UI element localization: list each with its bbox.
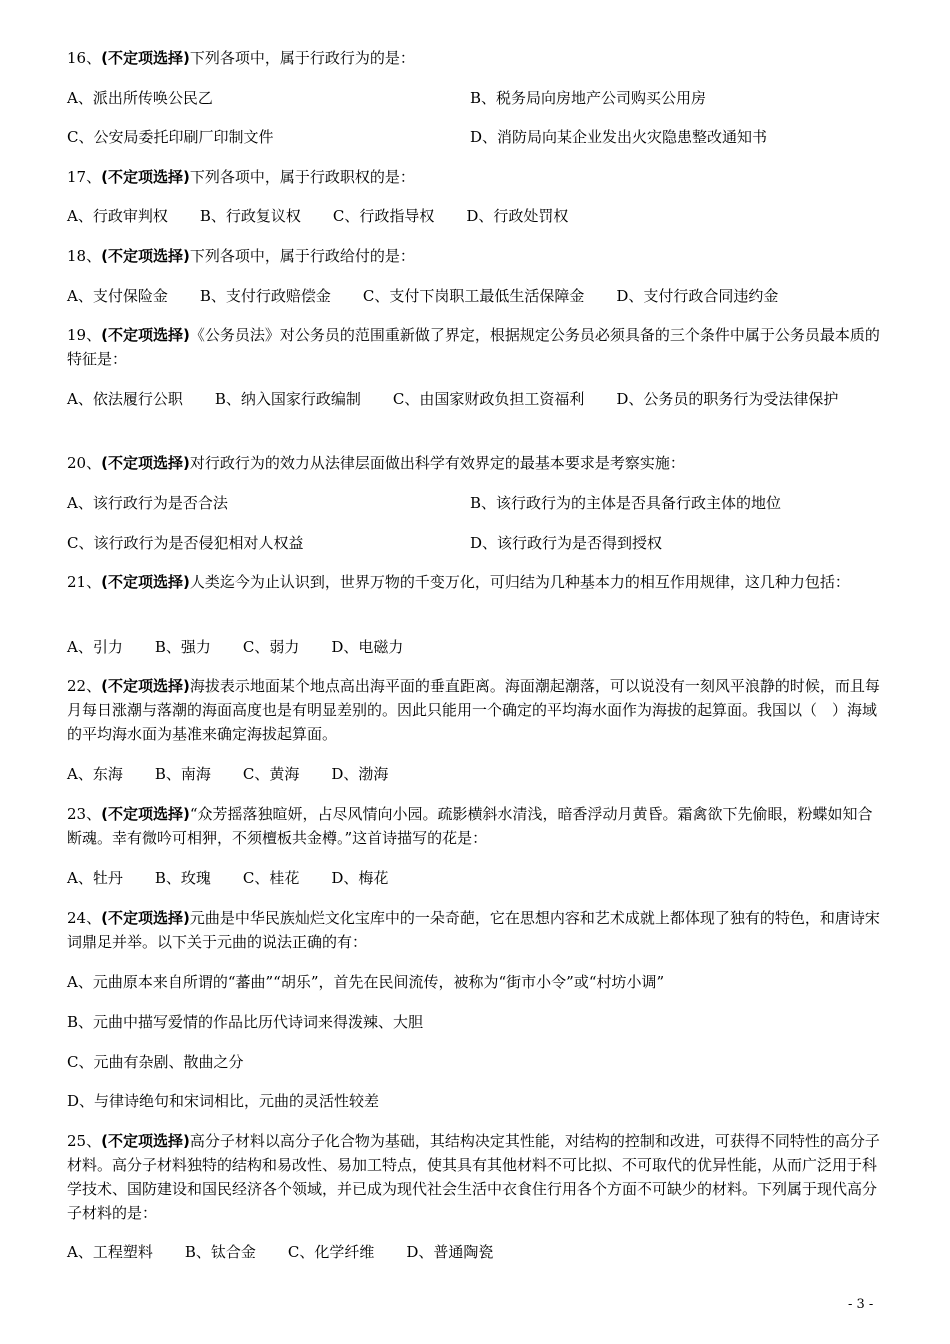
option-16-c: C、公安局委托印刷厂印制文件 <box>67 128 274 146</box>
option-18-d: D、支付行政合同违约金 <box>616 287 779 305</box>
option-17-a: A、行政审判权 <box>67 207 168 225</box>
option-17-d: D、行政处罚权 <box>466 207 569 225</box>
option-25-b: B、钛合金 <box>184 1243 256 1261</box>
option-24-d: D、与律诗绝句和宋词相比，元曲的灵活性较差 <box>67 1092 380 1110</box>
question-stem: 人类迄今为止认识到，世界万物的千变万化，可归结为几种基本力的相互作用规律，这几种力包括： <box>189 573 850 591</box>
question-19 <box>67 323 883 371</box>
question-number: 16、 <box>67 49 102 67</box>
option-19-a: A、依法履行公职 <box>67 390 183 408</box>
option-24-b: B、元曲中描写爱情的作品比历代诗词来得泼辣、大胆 <box>67 1013 424 1031</box>
question-number: 20、 <box>67 454 102 472</box>
question-stem: 海拔表示地面某个地点高出海平面的垂直距离。海面潮起潮落，可以说没有一刻风平浪静的时候，而且每月每日涨潮与落潮的海面高度也是有明显差别的。因此只能用一个确定的平均海水面作为海拔的起算面。我国以（ ）海域的平均海水面为基准来确定海拔起算面。 <box>67 677 880 743</box>
question-type-tag: (不定项选择) <box>101 168 190 186</box>
options-23 <box>67 866 388 890</box>
question-18 <box>67 244 415 268</box>
option-20-a: A、该行政行为是否合法 <box>67 494 228 512</box>
option-18-c: C、支付下岗职工最低生活保障金 <box>362 287 585 305</box>
question-type-tag: (不定项选择) <box>101 1132 190 1150</box>
options-18 <box>67 284 778 308</box>
question-stem: “众芳摇落独暄妍，占尽风情向小园。疏影横斜水清浅，暗香浮动月黄昏。霜禽欲下先偷眼，粉蝶如知合断魂。幸有微吟可相狎，不须檀板共金樽。”这首诗描写的花是： <box>67 805 873 847</box>
question-stem: 下列各项中，属于行政给付的是： <box>189 247 415 265</box>
option-20-d: D、该行政行为是否得到授权 <box>470 534 663 552</box>
options-25 <box>67 1240 493 1264</box>
question-22 <box>67 674 883 746</box>
option-18-a: A、支付保险金 <box>67 287 168 305</box>
question-number: 18、 <box>67 247 102 265</box>
question-number: 17、 <box>67 168 102 186</box>
question-24 <box>67 906 883 954</box>
option-19-b: B、纳入国家行政编制 <box>214 390 361 408</box>
option-25-d: D、普通陶瓷 <box>406 1243 494 1261</box>
option-21-a: A、引力 <box>67 638 123 656</box>
option-19-c: C、由国家财政负担工资福利 <box>392 390 585 408</box>
option-16-a: A、派出所传唤公民乙 <box>67 89 213 107</box>
question-type-tag: (不定项选择) <box>101 49 190 67</box>
question-17 <box>67 165 415 189</box>
options-22 <box>67 762 388 786</box>
question-stem: 对行政行为的效力从法律层面做出科学有效界定的最基本要求是考察实施： <box>189 454 685 472</box>
page-number: - 3 - <box>848 1297 874 1312</box>
option-23-a: A、牡丹 <box>67 869 123 887</box>
option-25-c: C、化学纤维 <box>287 1243 375 1261</box>
option-19-d: D、公务员的职务行为受法律保护 <box>616 390 839 408</box>
question-23 <box>67 802 883 850</box>
question-20 <box>67 451 685 475</box>
option-23-b: B、玫瑰 <box>154 869 211 887</box>
option-21-d: D、电磁力 <box>331 638 404 656</box>
question-type-tag: (不定项选择) <box>101 677 190 695</box>
question-number: 21、 <box>67 573 102 591</box>
question-type-tag: (不定项选择) <box>101 326 190 344</box>
option-23-d: D、梅花 <box>331 869 389 887</box>
option-16-d: D、消防局向某企业发出火灾隐患整改通知书 <box>470 128 768 146</box>
question-type-tag: (不定项选择) <box>101 909 190 927</box>
option-24-a: A、元曲原本来自所谓的“蕃曲”“胡乐”，首先在民间流传，被称为“街市小令”或“村坊小调” <box>67 973 665 991</box>
question-stem: 高分子材料以高分子化合物为基础，其结构决定其性能，对结构的控制和改进，可获得不同特性的高分子材料。高分子材料独特的结构和易改性、易加工特点，使其具有其他材料不可比拟、不可取代的优异性能，从而广泛用于科学技术、国防建设和国民经济各个领域，并已成为现代社会生活中衣食住行用各个方面不可缺少的材料。下列属于现代高分子材料的是： <box>67 1132 880 1222</box>
question-stem: 元曲是中华民族灿烂文化宝库中的一朵奇葩，它在思想内容和艺术成就上都体现了独有的特色，和唐诗宋词鼎足并举。以下关于元曲的说法正确的有： <box>67 909 880 951</box>
option-25-a: A、工程塑料 <box>67 1243 153 1261</box>
question-stem: 下列各项中，属于行政职权的是： <box>189 168 415 186</box>
option-16-b: B、税务局向房地产公司购买公用房 <box>470 89 707 107</box>
question-number: 22、 <box>67 677 102 695</box>
options-21 <box>67 635 403 659</box>
question-21 <box>67 570 883 594</box>
question-type-tag: (不定项选择) <box>101 247 190 265</box>
option-17-c: C、行政指导权 <box>332 207 435 225</box>
question-type-tag: (不定项选择) <box>101 573 190 591</box>
question-stem: 《公务员法》对公务员的范围重新做了界定，根据规定公务员必须具备的三个条件中属于公务员最本质的特征是： <box>67 326 880 368</box>
option-17-b: B、行政复议权 <box>199 207 301 225</box>
option-20-c: C、该行政行为是否侵犯相对人权益 <box>67 534 304 552</box>
question-type-tag: (不定项选择) <box>101 805 190 823</box>
option-22-d: D、渤海 <box>331 765 389 783</box>
question-number: 24、 <box>67 909 102 927</box>
question-type-tag: (不定项选择) <box>101 454 190 472</box>
option-23-c: C、桂花 <box>242 869 300 887</box>
option-21-c: C、弱力 <box>242 638 300 656</box>
option-22-b: B、南海 <box>154 765 211 783</box>
option-21-b: B、强力 <box>154 638 211 656</box>
option-22-c: C、黄海 <box>242 765 300 783</box>
question-16 <box>67 46 415 70</box>
question-number: 23、 <box>67 805 102 823</box>
question-25 <box>67 1129 883 1225</box>
question-stem: 下列各项中，属于行政行为的是： <box>189 49 415 67</box>
option-18-b: B、支付行政赔偿金 <box>199 287 331 305</box>
options-19 <box>67 387 883 411</box>
option-24-c: C、元曲有杂剧、散曲之分 <box>67 1053 244 1071</box>
option-20-b: B、该行政行为的主体是否具备行政主体的地位 <box>470 494 782 512</box>
option-22-a: A、东海 <box>67 765 123 783</box>
question-number: 19、 <box>67 326 102 344</box>
options-17 <box>67 204 568 228</box>
question-number: 25、 <box>67 1132 102 1150</box>
